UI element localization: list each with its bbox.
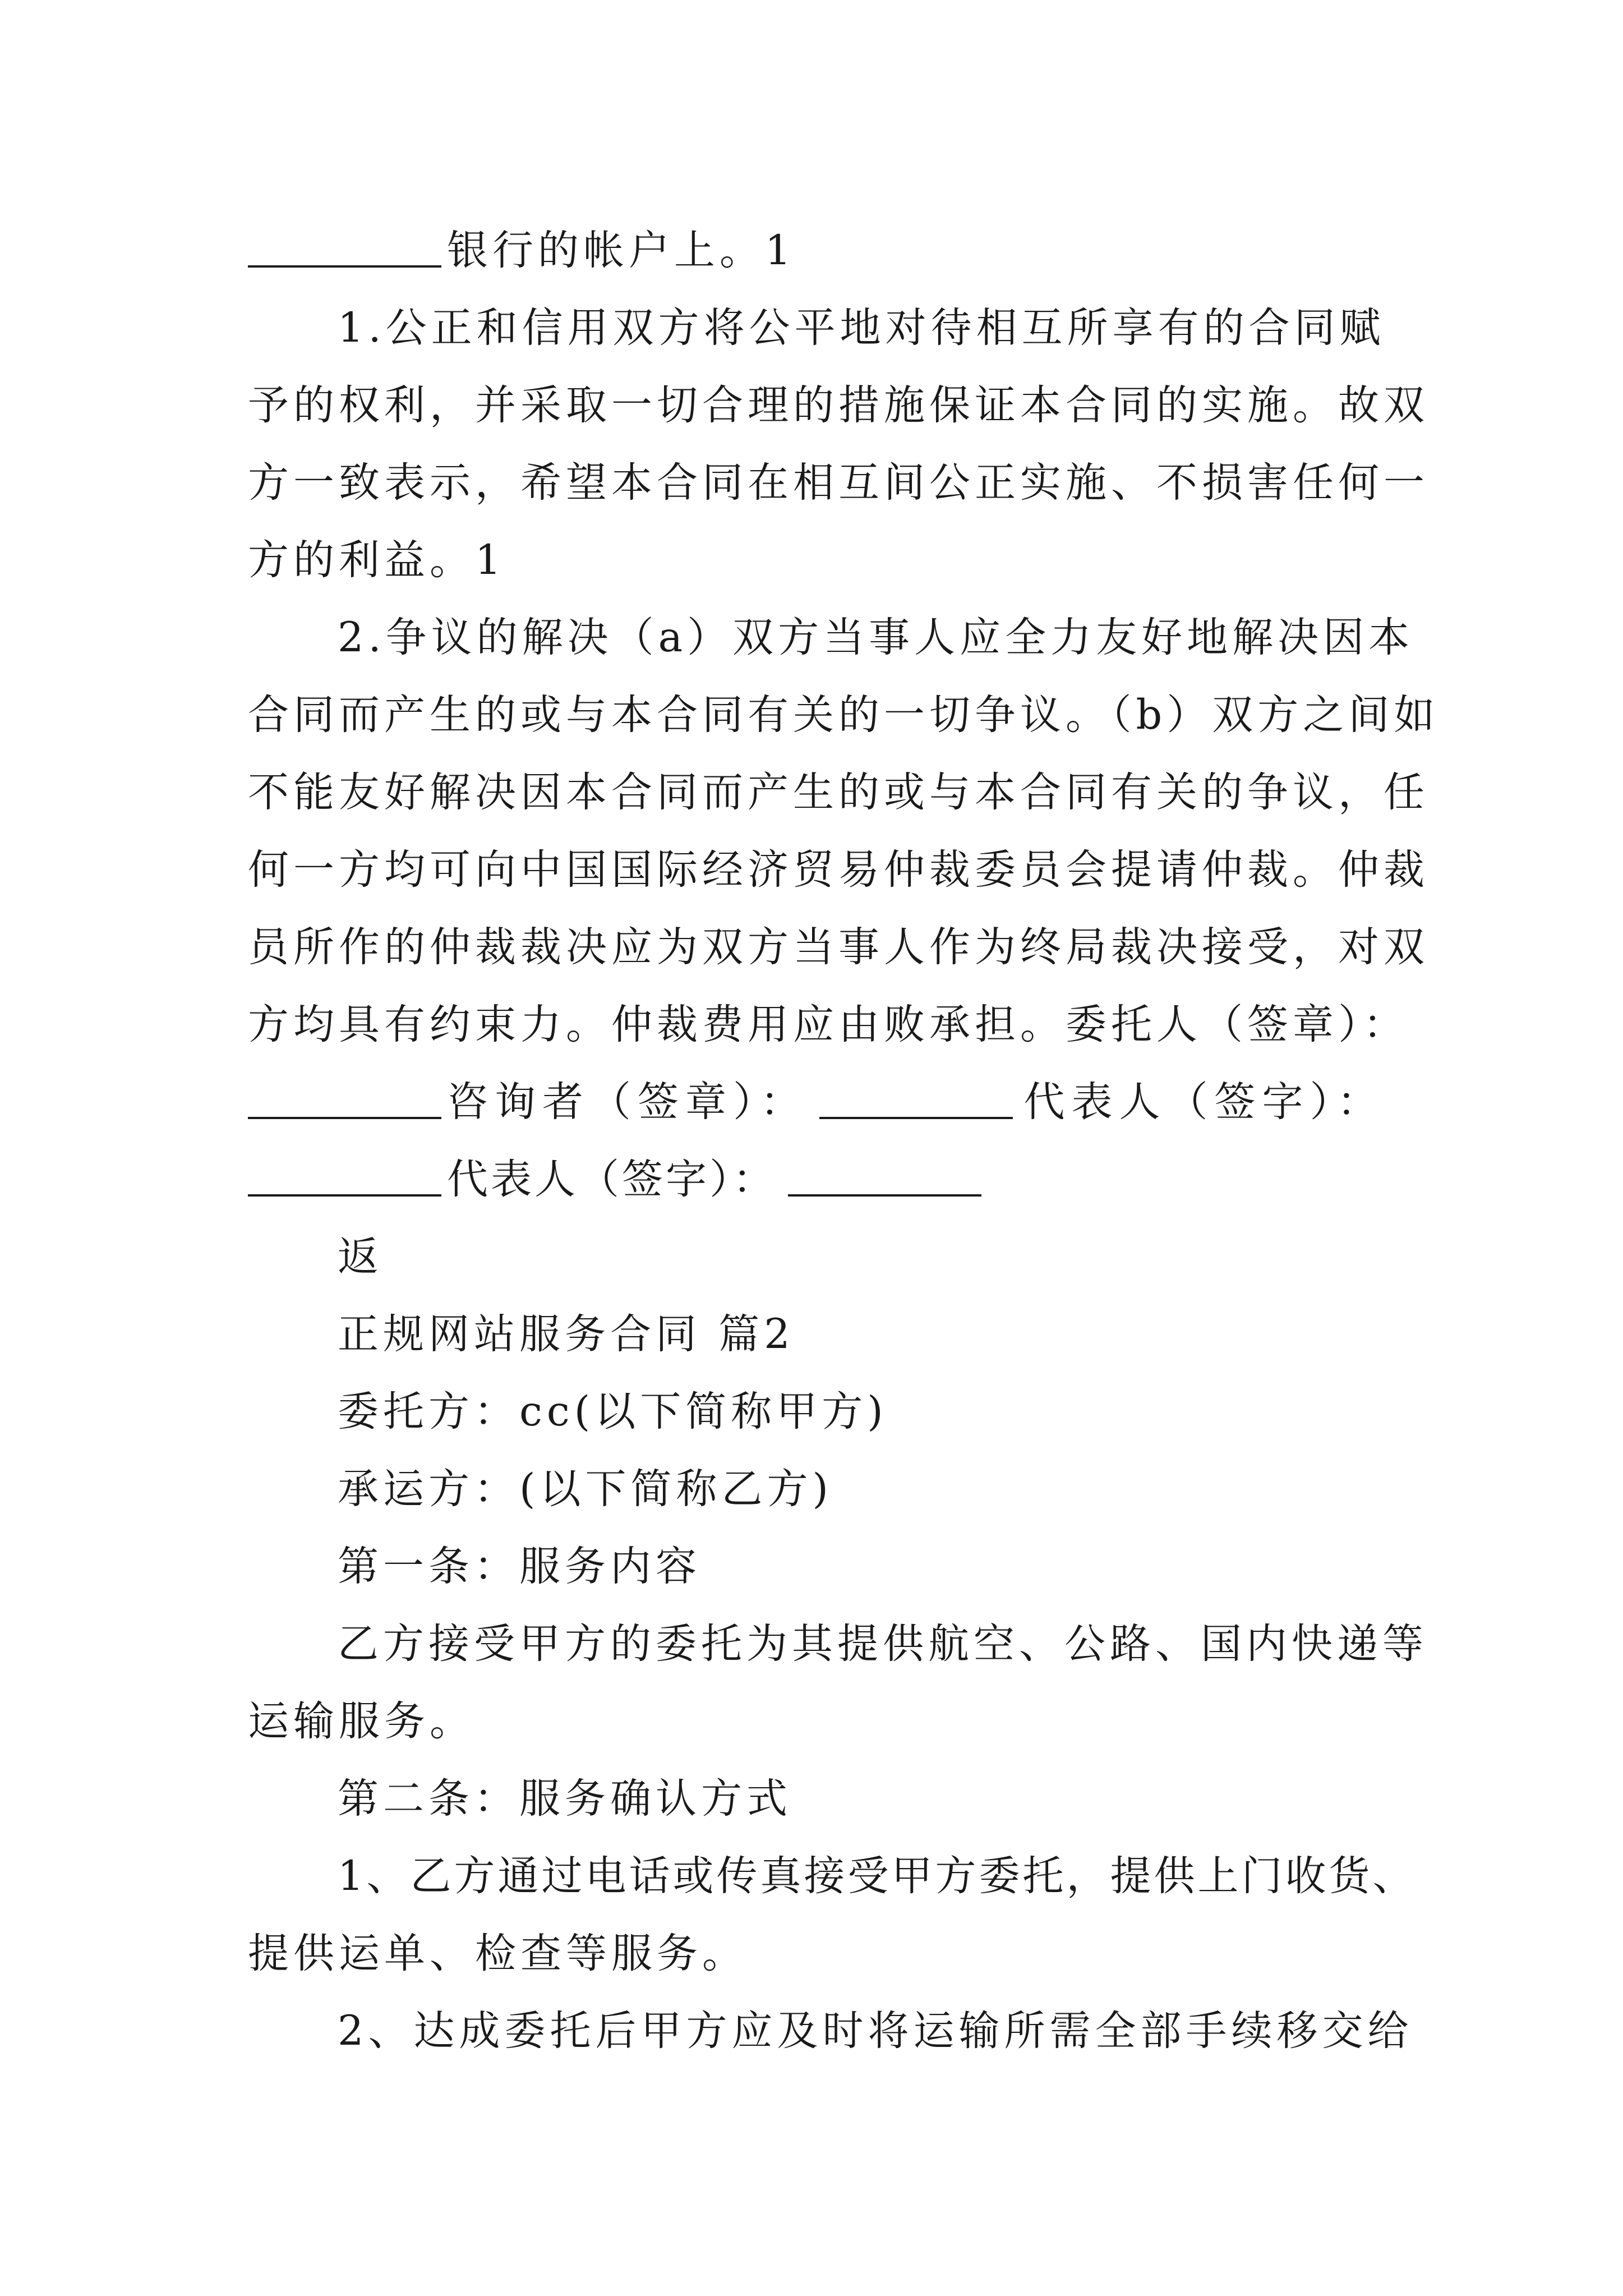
carrier-party: 承运方：(以下简称乙方): [338, 1465, 833, 1513]
section-title: [248, 1296, 1386, 1373]
dispute-clause-text: 合同而产生的或与本合同有关的一切争议。（b）双方之间如: [248, 691, 1440, 739]
dispute-clause-text: 不能友好解决因本合同而产生的或与本合同有关的争议，任: [248, 769, 1429, 816]
text-line: [248, 1218, 1386, 1296]
text-line: [248, 444, 1429, 522]
document-body: [248, 212, 1440, 2070]
article-heading: [248, 1760, 1386, 1838]
paragraph-start: [248, 1993, 1413, 2070]
fill-in-blank: [819, 1117, 1013, 1119]
text-line: [248, 1683, 1386, 1760]
fairness-clause-text: 予的权利，并采取一切合理的措施保证本合同的实施。故双: [248, 381, 1429, 429]
text-line: [248, 754, 1429, 831]
text-line: [248, 367, 1429, 444]
service-content-text: 乙方接受甲方的委托为其提供航空、公路、国内快递等: [338, 1620, 1428, 1668]
consultant-signature-label: 咨询者（签章）：: [447, 1078, 808, 1126]
fairness-clause-text: 方一致表示，希望本合同在相互间公正实施、不损害任何一: [248, 459, 1429, 507]
text-line: [248, 1451, 1386, 1528]
text-line: [248, 677, 1440, 754]
return-text: 返: [338, 1233, 383, 1281]
text-line: [248, 909, 1429, 986]
dispute-clause-text: 2.争议的解决（a）双方当事人应全力友好地解决因本: [338, 614, 1414, 661]
bank-account-text: 银行的帐户上。1: [447, 227, 796, 274]
fairness-clause-text: 1.公正和信用双方将公平地对待相互所享有的合同赋: [338, 304, 1385, 352]
dispute-clause-text: 何一方均可向中国国际经济贸易仲裁委员会提请仲裁。仲裁: [248, 846, 1429, 894]
contract-title: 正规网站服务合同 篇2: [338, 1310, 795, 1358]
fill-in-blank: [248, 265, 441, 268]
text-line: [248, 1373, 1386, 1451]
confirmation-item-2: 2、达成委托后甲方应及时将运输所需全部手续移交给: [338, 2007, 1413, 2055]
fill-in-blank: [788, 1194, 981, 1197]
paragraph-start: [248, 289, 1386, 367]
article-1-heading: 第一条：服务内容: [338, 1543, 701, 1590]
dispute-clause-text: 方均具有约束力。仲裁费用应由败承担。委托人（签章）：: [248, 1001, 1409, 1048]
representative-signature-label: 代表人（签字）：: [1023, 1078, 1385, 1126]
text-line: [248, 831, 1429, 909]
text-line: [248, 212, 1386, 289]
signature-line: [248, 1064, 1386, 1141]
paragraph-start: [248, 1838, 1417, 1915]
fill-in-blank: [248, 1117, 441, 1119]
confirmation-item-1: 提供运单、检查等服务。: [248, 1930, 748, 1977]
article-2-heading: 第二条：服务确认方式: [338, 1775, 792, 1823]
paragraph-start: [248, 599, 1414, 677]
client-party: 委托方：cc(以下简称甲方): [338, 1388, 888, 1435]
dispute-clause-text: 员所作的仲裁裁决应为双方当事人作为终局裁决接受，对双: [248, 923, 1429, 971]
representative-signature-label: 代表人（签字）：: [447, 1156, 777, 1203]
confirmation-item-1: 1、乙方通过电话或传真接受甲方委托，提供上门收货、: [338, 1852, 1417, 1900]
article-heading: [248, 1528, 1386, 1605]
text-line: [248, 1915, 1386, 1993]
text-line: [248, 522, 1386, 599]
service-content-text: 运输服务。: [248, 1697, 475, 1745]
fairness-clause-text: 方的利益。1: [248, 536, 506, 584]
paragraph-start: [248, 1605, 1428, 1683]
text-line: [248, 986, 1409, 1064]
fill-in-blank: [248, 1194, 441, 1197]
signature-line: [248, 1141, 1386, 1218]
